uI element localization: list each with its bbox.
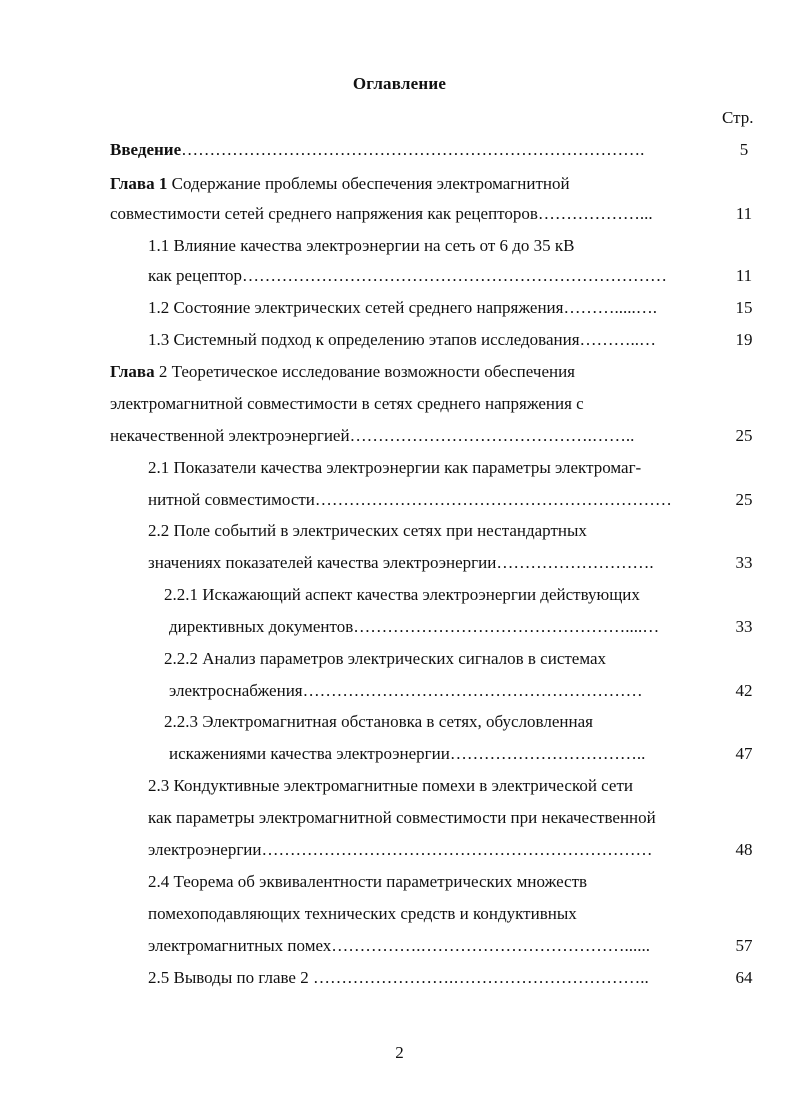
toc-page-number: 11 <box>735 204 753 223</box>
toc-intro-label: Введение <box>110 140 182 159</box>
toc-entry-text: электроэнергии…………………………………………………………… <box>148 840 653 859</box>
toc-entry-intro[interactable] <box>110 140 644 160</box>
toc-page-number: 42 <box>735 681 753 700</box>
toc-entry-text: искажениями качества электроэнергии…………………………….. <box>169 744 646 763</box>
toc-entry-2-2[interactable]: 2.2 Поле событий в электрических сетях при нестандартных <box>148 521 587 540</box>
toc-page-number: 5 <box>739 140 749 159</box>
toc-page-number: 25 <box>735 426 753 445</box>
toc-entry-2-1[interactable]: 2.1 Показатели качества электроэнергии как параметры электромаг- <box>148 458 642 477</box>
toc-entry-2-3[interactable]: 2.3 Кондуктивные электромагнитные помехи в электрической сети <box>148 776 634 795</box>
toc-entry-text: 2 Теоретическое исследование возможности обеспечения <box>154 362 576 381</box>
toc-entry-text: некачественной электроэнергией…………………………………….…….. <box>110 426 635 445</box>
toc-entry-text: помехоподавляющих технических средств и кондуктивных <box>148 904 577 923</box>
toc-entry-2-2-2[interactable]: 2.2.2 Анализ параметров электрических сигналов в системах <box>164 649 607 668</box>
toc-leader-dots: ………………………………………………………………………. <box>181 140 645 159</box>
toc-entry-text: нитной совместимости……………………………………………………… <box>148 490 672 509</box>
toc-page-number: 47 <box>735 744 753 763</box>
page-title: Оглавление <box>352 74 447 93</box>
toc-page-number: 15 <box>735 298 753 317</box>
toc-entry-1-2[interactable]: 1.2 Состояние электрических сетей среднего напряжения……….....…. <box>148 298 657 317</box>
toc-entry-2-2-3[interactable]: 2.2.3 Электромагнитная обстановка в сетях, обусловленная <box>164 712 593 731</box>
toc-entry-2-2-1[interactable]: 2.2.1 Искажающий аспект качества электроэнергии действующих <box>164 585 640 604</box>
toc-entry-text: Содержание проблемы обеспечения электромагнитной <box>167 174 570 193</box>
toc-page-number: 64 <box>735 968 753 987</box>
toc-entry-ch2[interactable] <box>110 362 575 382</box>
toc-entry-text: электромагнитной совместимости в сетях среднего напряжения с <box>110 394 584 413</box>
toc-page-number: 19 <box>735 330 753 349</box>
toc-page-number: 11 <box>735 266 753 285</box>
toc-chapter-head: Глава <box>110 362 155 381</box>
toc-entry-2-5[interactable]: 2.5 Выводы по главе 2 …………………….…………………………….. <box>148 968 649 987</box>
toc-chapter-head: Глава 1 <box>110 174 168 193</box>
toc-entry-text: электромагнитных помех…………….………………………………...... <box>148 936 651 955</box>
toc-page-number: 33 <box>735 617 753 636</box>
page-column-label: Стр. <box>722 108 754 127</box>
toc-entry-1-3[interactable]: 1.3 Системный подход к определению этапов исследования………..… <box>148 330 657 349</box>
toc-entry-text: директивных документов…………………………………………....… <box>169 617 660 636</box>
toc-entry-text: как рецептор………………………………………………………………… <box>148 266 668 285</box>
toc-entry-ch1[interactable] <box>110 174 570 194</box>
toc-entry-text: совместимости сетей среднего напряжения как рецепторов………………... <box>110 204 653 223</box>
toc-page-number: 48 <box>735 840 753 859</box>
toc-page-number: 57 <box>735 936 753 955</box>
toc-entry-text: как параметры электромагнитной совместимости при некачественной <box>148 808 656 827</box>
toc-entry-2-4[interactable]: 2.4 Теорема об эквивалентности параметрических множеств <box>148 872 588 891</box>
toc-page-number: 33 <box>735 553 753 572</box>
toc-entry-text: значениях показателей качества электроэнергии………………………. <box>148 553 654 572</box>
toc-entry-1-1[interactable]: 1.1 Влияние качества электроэнергии на сеть от 6 до 35 кВ <box>148 236 575 255</box>
toc-entry-text: электроснабжения…………………………………………………… <box>169 681 643 700</box>
toc-page-number: 25 <box>735 490 753 509</box>
page-number-footer: 2 <box>395 1043 404 1062</box>
